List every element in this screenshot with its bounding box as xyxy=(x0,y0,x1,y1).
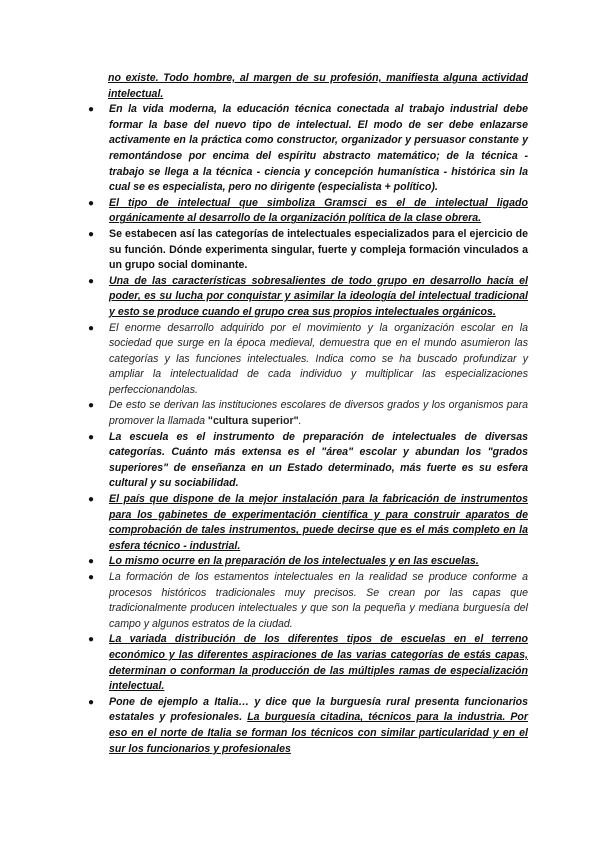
list-item xyxy=(88,321,528,399)
bullet-icon: ● xyxy=(88,634,95,646)
list-item xyxy=(88,102,528,196)
list-item xyxy=(88,398,528,429)
bullet-icon: ● xyxy=(88,322,95,334)
paragraph-text: El país que dispone de la mejor instalación para la fabricación de instrumentos para los gabinetes de experimentación científica y para construir aparatos de comprobación de tales instrumentos, puede decirse que es el más completo en la esfera técnico - industrial. xyxy=(109,493,528,552)
paragraph-text: La escuela es el instrumento de preparación de intelectuales de diversas categorías. Cuánto más extensa es el "área" escolar y abundan los "grados superiores" de enseñanza en un Estado determinado, más fuerte es su esfera cultural y su sociabilidad. xyxy=(109,430,528,490)
paragraph-text: La variada distribución de los diferentes tipos de escuelas en el terreno económico y las diferentes aspiraciones de las varias categorías de estás capas, determinan o conforman la producción de las múltiples ramas de especialización intelectual. xyxy=(109,633,528,693)
list-item xyxy=(108,71,528,102)
list-item xyxy=(88,227,528,274)
bullet-icon: ● xyxy=(88,104,95,116)
paragraph-text: Se estabecen así las categorías de intelectuales especializados para el ejercicio de su función. Dónde experimenta singular, fuerte y compleja formación vinculados a un grupo social dominante. xyxy=(109,227,528,272)
paragraph-lead: Pone de ejemplo a Italia… y dice que la burguesía rural presenta funcionarios estatales y profesionales. xyxy=(109,695,528,724)
bullet-icon: ● xyxy=(88,400,95,412)
paragraph-text: El enorme desarrollo adquirido por el movimiento y la organización escolar en la sociedad que surge en la época medieval, demuestra que en el mundo asumieron las categorías y las funciones intelectuales. Indica como se ha buscado profundizar y ampliar la intelectualidad de cada individuo y multiplicar las especializaciones perfeccionandolas. xyxy=(109,321,528,396)
paragraph-tail: . xyxy=(298,415,302,428)
bullet-icon: ● xyxy=(88,556,95,568)
bullet-icon: ● xyxy=(88,494,95,506)
bullet-list xyxy=(88,71,528,757)
list-item xyxy=(88,492,528,554)
bullet-icon: ● xyxy=(88,431,95,443)
bullet-icon: ● xyxy=(88,275,95,287)
paragraph-body: La burguesía citadina, técnicos para la industria. Por eso en el norte de Italia se forman los técnicos con similar particularidad y en el sur los funcionarios y profesionales xyxy=(109,711,528,755)
paragraph-text: Lo mismo ocurre en la preparación de los intelectuales y en las escuelas. xyxy=(109,555,479,568)
list-item xyxy=(88,274,528,321)
paragraph-text xyxy=(109,695,528,757)
paragraph-text: Una de las características sobresalientes de todo grupo en desarrollo hacía el poder, es su lucha por conquistar y asimilar la ideología del intelectual tradicional y esto se produce cuando el grupo crea sus propios intelectuales orgánicos. xyxy=(109,274,528,318)
list-item xyxy=(88,695,528,757)
paragraph-lead: De esto se derivan las instituciones escolares de diversos grados y los organismos para promover la llamada xyxy=(109,399,528,428)
paragraph-text: La formación de los estamentos intelectuales en la realidad se produce conforme a procesos históricos tradicionales muy precisos. Se crean por las capas que tradicionalmente producen intelectuales y que son la pequeña y mediana burguesía del campo y algunos estratos de la ciudad. xyxy=(109,571,528,630)
bullet-icon: ● xyxy=(88,228,95,240)
bullet-icon: ● xyxy=(88,696,95,708)
bullet-icon: ● xyxy=(88,572,95,583)
paragraph-text xyxy=(109,398,528,429)
list-item xyxy=(88,632,528,694)
paragraph-text: En la vida moderna, la educación técnica conectada al trabajo industrial debe formar la base del nuevo tipo de intelectual. El modo de ser debe enlazarse activamente en la práctica como constructor, organizador y persuasor constante y remontándose por encima del espíritu abstracto matemático; de la técnica - trabajo se llega a la técnica - ciencia y concepción humanística - histórica sin la cual se es especialista, pero no dirigente (especialista + político). xyxy=(109,103,528,194)
list-item xyxy=(88,554,528,570)
bullet-icon: ● xyxy=(88,197,95,209)
emphasized-term: "cultura superior" xyxy=(207,415,299,428)
list-item xyxy=(88,196,528,227)
paragraph-text: El tipo de intelectual que simboliza Gramsci es el de intelectual ligado orgánicamente al desarrollo de la organización política de la clase obrera. xyxy=(109,196,528,225)
list-item xyxy=(88,430,528,492)
paragraph-text: no existe. Todo hombre, al margen de su profesión, manifiesta alguna actividad intelectual. xyxy=(108,72,528,100)
list-item xyxy=(88,570,528,632)
